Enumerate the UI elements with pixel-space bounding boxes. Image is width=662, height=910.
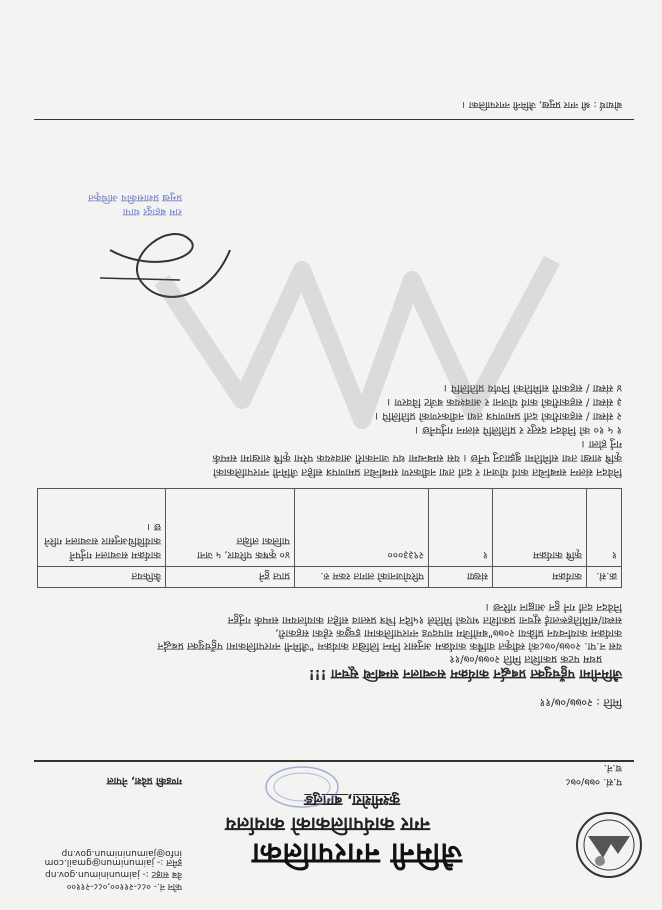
contact-web: वेब साइट :- jaimuninimun.gov.np	[45, 869, 182, 879]
emblem-logo	[574, 810, 644, 880]
office-subtitle: नगर कार्यपालिकाको कार्यालय	[225, 813, 430, 835]
condition-line: २ संस्था / सहकारीको दर्ता प्रमाणपत्र तथा नवीकरणको प्रतिलिपि ।	[374, 410, 622, 422]
office-address: कुश्मीशेरा, बागलुङ	[304, 792, 400, 808]
col-header-program: कार्यक्रम	[493, 567, 587, 588]
paragraph-line: निवेदन दर्ता गर्न हुन आह्वान गरिन्छ ।	[485, 601, 622, 613]
province: गण्डकी प्रदेश, नेपाल	[106, 775, 182, 786]
letter-number: प.सं. ०७७/०७८	[565, 776, 622, 787]
col-header-beneficiary: प्राप्त हुने	[166, 567, 295, 588]
dispatch-number: च.नं.	[603, 762, 622, 773]
footer-divider	[34, 119, 634, 120]
condition-line: कृषि शाखा तथा समितिमा बुझाउनु पर्नेछ । यस सम्बन्धमा थप जानकारी आवश्यक परेमा कृषि शाखामा सम्पर्क	[212, 452, 622, 464]
notice-date-line: प्रथम पटक प्रकाशित मिति २०७७/०७/११	[449, 653, 602, 665]
signatory-name: राम बहादुर थापा	[122, 206, 182, 217]
contact-phone: फोन नं.- ०८८-२११००,०८८-२११००	[66, 881, 182, 891]
signatory-title: प्रमुख प्रशासकीय अधिकृत	[88, 192, 182, 203]
office-stamp	[262, 762, 342, 812]
contact-email: इमेल :- jaimunimun@gmail.com	[44, 857, 182, 867]
condition-line: निवेदन संलग्न सम्बन्धित कार्य योजना र दर्ता तथा नवीकरण सम्बन्धित प्रमाणपत्र सहित जैमिनी नगरपालिकाको	[213, 466, 622, 478]
cell-program: कृषि कार्यक्रम	[493, 489, 587, 567]
paragraph-line: यस न.पा. २०७७/०७८को स्वीकृत वार्षिक कार्यक्रम अनुसार निम्न लिखित कार्यक्रम "जैमिनी नगरपालिकामा पहुँचयुक्त प्रबर्द्धन	[157, 640, 622, 652]
cell-count: १	[429, 489, 493, 567]
condition-line: ३ संस्था / सहकारीको कार्य योजना र आवश्यक बजेट विवरण ।	[387, 396, 622, 408]
cell-remarks: कार्यक्रम सञ्चालन गर्नुपर्ने कार्यविधिअनुसार सञ्चालन गरिने छ ।	[38, 489, 166, 567]
header-divider	[34, 760, 634, 762]
condition-line: १ ५ १० को निवेदन दस्तुर र प्रतिलिपि संलग्न गर्नुपर्नेछ ।	[414, 424, 622, 436]
contact-email-2: info@jaimuninimun.gov.np	[61, 848, 182, 858]
condition-line: ४ संस्था / सहकारी समितिको निर्णय प्रतिलिपि ।	[443, 382, 622, 394]
condition-line: गर्नु होला ।	[581, 438, 622, 450]
cell-cost: २९३३०००	[295, 489, 429, 567]
office-title: जैमिनी नगरपालिका	[251, 837, 462, 871]
table-header-row	[38, 567, 622, 588]
notice-heading: जैमिनीमा पहुँचयुक्त प्रबर्द्धन कार्यक्रम सञ्चालन सम्बन्धि सूचना !!!	[308, 666, 622, 681]
table-row	[38, 489, 622, 567]
paragraph-line: सस्था/समितिहरूलाई सूचना प्रकाशित भएको मितिले १५दिन भित्र प्रस्ताव सहित कार्यालयमा सम्पर्क गर्नुहुन	[227, 614, 622, 626]
paragraph-line: कार्यक्रम कार्यान्वयन प्रक्रिया २०७७"बमोजिम मापदण्ड नगरपालिकामा इच्छुक रहेका सहकारी,	[275, 627, 622, 639]
ink-scribble	[142, 230, 562, 450]
col-header-cost: परियोजनाको लागत रकम रु.	[295, 567, 429, 588]
col-header-count: संख्या	[429, 567, 493, 588]
program-table	[37, 488, 622, 588]
letter-date: मिति : २०७७/०७/११	[539, 696, 622, 709]
cell-beneficiary: ४० कृषक परिवार, ५ जना पालिका लक्षित	[166, 489, 295, 567]
footer-note: बोधार्थ : श्री नगर प्रमुख, जैमिनी नगरपालिका ।	[462, 99, 622, 110]
col-header-remarks: कैफियत	[38, 567, 166, 588]
col-header-sn: क्र.सं.	[587, 567, 622, 588]
cell-sn: १	[587, 489, 622, 567]
